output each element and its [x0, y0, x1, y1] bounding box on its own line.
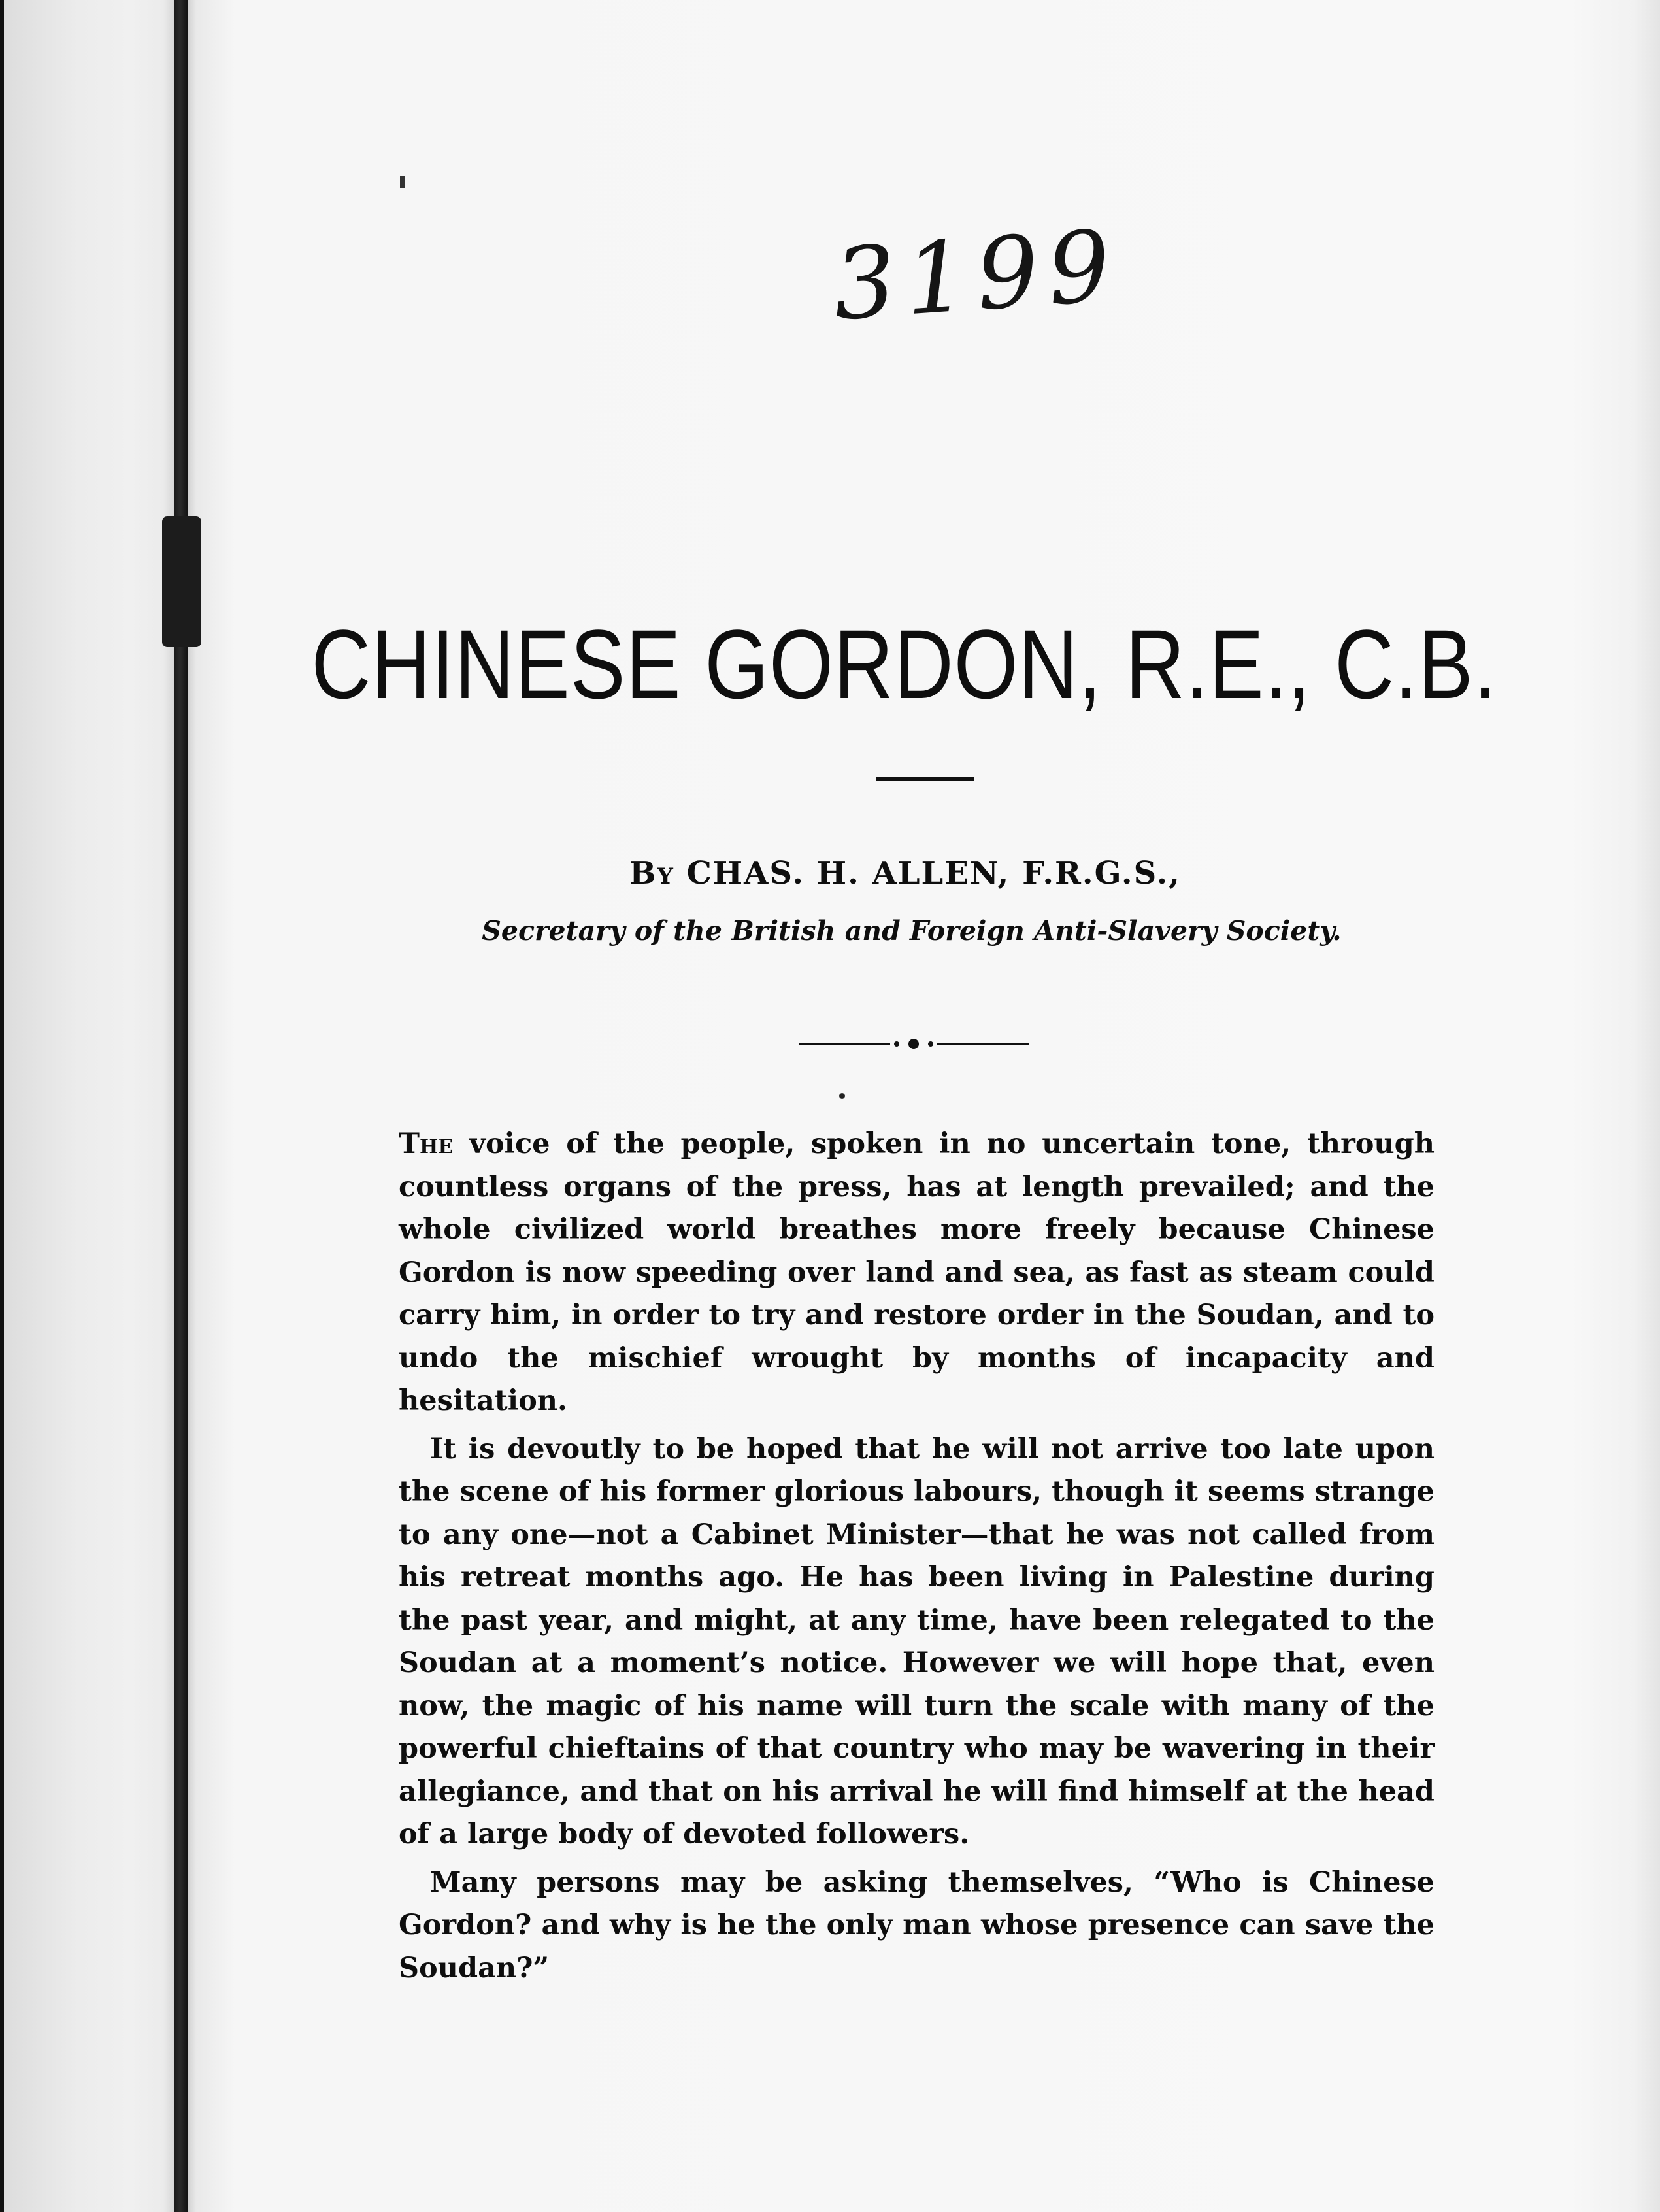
- paragraph-1-text: voice of the people, spoken in no uncertain tone, through countless organs of the press, has at length prevailed; and the whole civilized world breathes more freely because Chinese Gordon is now speeding over land and sea, as fast as steam could carry him, in order to try and restore order in the Soudan, and to undo the mischief wrought by months of incapacity and hesitation.: [399, 1128, 1435, 1417]
- paragraph-2: It is devoutly to be hoped that he will not arrive too late upon the scene of his former glorious labours, though it seems strange to any one—not a Cabinet Minister—that he was not called from his retreat months ago. He has been living in Palestine during the past year, and might, at any time, have been relegated to the Soudan at a moment’s notice. However we will hope that, even now, the magic of his name will turn the scale with many of the powerful chieftains of that country who may be wavering in their allegiance, and that on his arrival he will find himself at the head of a large body of devoted followers.: [399, 1432, 1435, 1851]
- stray-ink-mark: [400, 176, 405, 188]
- paragraph-lead-word: The: [399, 1128, 454, 1160]
- document-title: CHINESE GORDON, R.E., C.B.: [311, 609, 1497, 719]
- paragraph-1: [399, 1123, 1435, 1423]
- title-rule: [876, 777, 974, 781]
- manuscript-number: 3199: [829, 209, 1123, 343]
- byline-author: CHAS. H. ALLEN, F.R.G.S.,: [686, 855, 1181, 892]
- author-affiliation: Secretary of the British and Foreign Anti-Slavery Society.: [482, 915, 1342, 947]
- binding-spine: [174, 0, 188, 2212]
- byline-prefix: By: [629, 855, 674, 892]
- paragraph-3: Many persons may be asking themselves, “Who is Chinese Gordon? and why is he the only man whose presence can save the Soudan?”: [399, 1866, 1435, 1985]
- ornamental-divider: [799, 1036, 1029, 1052]
- page-left-edge: [0, 0, 4, 2212]
- body-text: [399, 1123, 1435, 1995]
- stray-ink-dot: [839, 1093, 845, 1099]
- byline: [0, 855, 1660, 892]
